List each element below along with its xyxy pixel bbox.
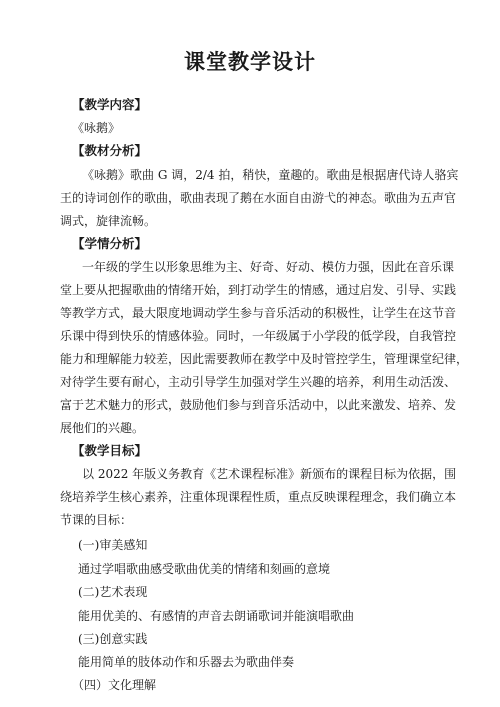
goal-item-label: (一)审美感知 [78, 538, 148, 552]
goals-line: 节课的目标： [60, 513, 133, 527]
goal-item-label: （四）文化理解 [72, 678, 157, 692]
analysis-line: 《咏鹅》歌曲 G 调，2/4 拍，稍快，童趣的。歌曲是根据唐代诗人骆宾 [82, 168, 459, 182]
students-line: 乐课中得到快乐的情感体验。同时，一年级属于小学段的低学段，自我管控 [60, 329, 457, 343]
analysis-line: 调式，旋律流畅。 [60, 214, 157, 228]
section-heading-content: 【教学内容】 [72, 97, 148, 112]
goal-item-text: 能用优美的、有感情的声音去朗诵歌词并能演唱歌曲 [78, 609, 355, 623]
students-line: 展他们的兴趣。 [60, 421, 145, 435]
students-line: 能力和理解能力较差，因此需要教师在教学中及时管控学生，管理课堂纪律， [60, 352, 469, 366]
goal-item-text: 通过学唱歌曲感受歌曲优美的情绪和刻画的意境 [78, 562, 331, 576]
section-heading-goals: 【教学目标】 [72, 443, 148, 458]
students-line: 富于艺术魅力的形式，鼓励他们参与到音乐活动中，以此来激发、培养、发 [60, 398, 457, 412]
goals-line: 以 2022 年版义务教育《艺术课程标准》新颁布的课程目标为依据，围 [82, 467, 457, 481]
content-text: 《咏鹅》 [72, 121, 121, 135]
students-line: 对待学生要有耐心，主动引导学生加强对学生兴趣的培养，利用生动活泼、 [60, 375, 457, 389]
goals-line: 绕培养学生核心素养，注重体现课程性质，重点反映课程理念，我们确立本 [60, 490, 457, 504]
goal-item-label: (三)创意实践 [78, 632, 148, 646]
students-line: 堂上要从把握歌曲的情绪开始，到打动学生的情感，通过启发、引导、实践 [60, 283, 457, 297]
students-line: 等教学方式，最大限度地调动学生参与音乐活动的积极性，让学生在这节音 [60, 306, 457, 320]
page-title: 课堂教学设计 [184, 50, 316, 74]
goal-item-text: 能用简单的肢体动作和乐器去为歌曲伴奏 [78, 655, 295, 669]
section-heading-students: 【学情分析】 [72, 236, 148, 251]
goal-item-label: (二)艺术表现 [78, 585, 148, 599]
analysis-line: 王的诗词创作的歌曲，歌曲表现了鹅在水面自由游弋的神态。歌曲为五声官 [60, 191, 457, 205]
students-line: 一年级的学生以形象思维为主、好奇、好动、模仿力强，因此在音乐课 [82, 260, 455, 274]
section-heading-analysis: 【教材分析】 [72, 143, 148, 158]
